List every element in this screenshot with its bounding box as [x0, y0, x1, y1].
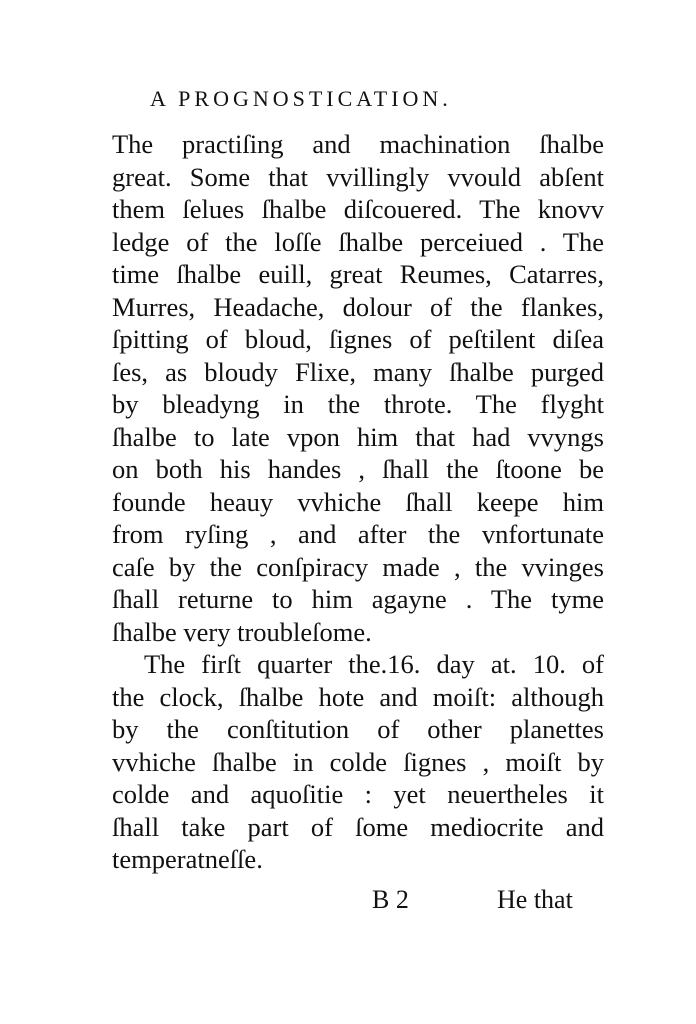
- text-line: the clock, ſhalbe hote and moiſt: although: [112, 681, 604, 712]
- text-line: The firſt quarter the.16. day at. 10. of: [144, 649, 604, 679]
- running-head: A PROGNOSTICATION.: [150, 86, 452, 111]
- text-line: temperatneſſe.: [112, 844, 263, 874]
- text-line: great. Some that vvillingly vvould abſent: [112, 161, 604, 192]
- text-line: The practiſing and machination ſhalbe: [112, 129, 604, 159]
- text-line: colde and aquoſitie : yet neuertheles it: [112, 779, 604, 809]
- signature-mark: B 2: [372, 885, 409, 914]
- text-line: them ſelues ſhalbe diſcouered. The knovv: [112, 194, 604, 224]
- text-line: on both his handes , ſhall the ſtoone be: [112, 454, 604, 484]
- text-line: ſhall take part of ſome mediocrite and: [112, 811, 604, 842]
- text-line: Murres, Headache, dolour of the flankes,: [112, 291, 604, 322]
- text-line: by the conſtitution of other planettes: [112, 714, 604, 744]
- text-line: founde heauy vvhiche ſhall keepe him: [112, 486, 604, 517]
- text-line: ſhalbe very troubleſome.: [112, 616, 372, 647]
- text-line: ſes, as bloudy Flixe, many ſhalbe purged: [112, 356, 604, 387]
- text-line: ledge of the loſſe ſhalbe perceiued . The: [112, 226, 604, 257]
- text-line: time ſhalbe euill, great Reumes, Catarres,: [112, 259, 604, 289]
- body-text: [112, 128, 604, 876]
- text-line: ſpitting of bloud, ſignes of peſtilent diſea: [112, 324, 604, 354]
- catchword: He that: [497, 885, 573, 914]
- text-line: caſe by the conſpiracy made , the vvinges: [112, 551, 604, 582]
- text-line: ſhalbe to late vpon him that had vvyngs: [112, 421, 604, 452]
- text-line: from ryſing , and after the vnfortunate: [112, 519, 604, 549]
- text-line: vvhiche ſhalbe in colde ſignes , moiſt by: [112, 746, 604, 777]
- text-line: by bleadyng in the throte. The flyght: [112, 389, 604, 419]
- text-line: ſhall returne to him agayne . The tyme: [112, 584, 604, 614]
